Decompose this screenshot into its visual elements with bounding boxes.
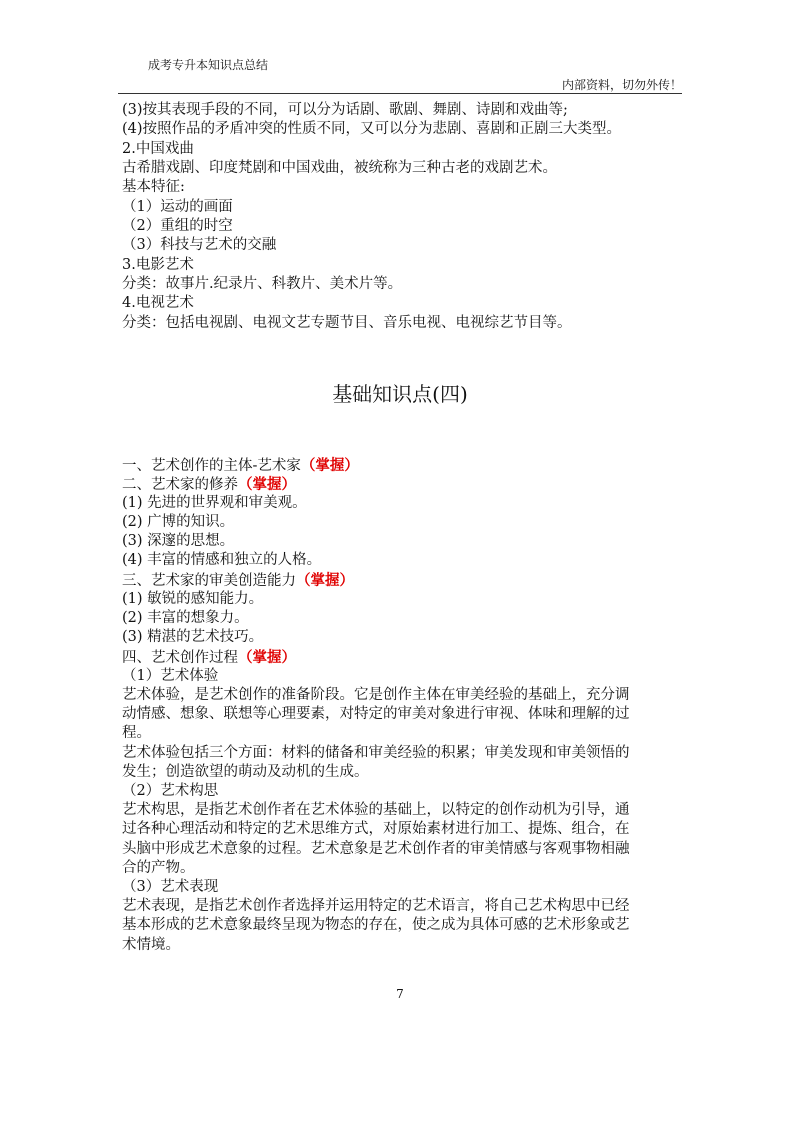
mastery-tag: （掌握） — [238, 476, 296, 493]
paragraph-line: 发生；创造欲望的萌动及动机的生成。 — [122, 764, 369, 780]
paragraph-line: 程。 — [122, 725, 151, 741]
heading-text: 四、艺术创作过程 — [122, 650, 238, 666]
heading-text: 三、艺术家的审美创造能力 — [122, 573, 296, 589]
list-item: (3) 精湛的艺术技巧。 — [122, 629, 264, 645]
subheading: （3）艺术表现 — [122, 879, 219, 895]
text-line: 4.电视艺术 — [122, 295, 194, 311]
mastery-tag: （掌握） — [300, 457, 359, 474]
mastery-tag: （掌握） — [296, 572, 354, 589]
list-item: (4) 丰富的情感和独立的人格。 — [122, 552, 322, 568]
text-line: 分类：故事片.纪录片、科教片、美术片等。 — [122, 276, 403, 292]
list-item: (1) 敏锐的感知能力。 — [122, 591, 264, 607]
paragraph-line: 艺术体验包括三个方面：材料的储备和审美经验的积累；审美发现和审美领悟的 — [122, 745, 630, 761]
text-line: 3.电影艺术 — [122, 257, 194, 273]
heading-text: 一、艺术创作的主体-艺术家 — [122, 458, 301, 474]
list-item: (1) 先进的世界观和审美观。 — [122, 495, 307, 511]
mastery-tag: （掌握） — [238, 649, 296, 666]
list-item: (2) 丰富的想象力。 — [122, 610, 249, 626]
heading-3 — [122, 571, 354, 591]
text-line: （1）运动的画面 — [122, 199, 233, 215]
subheading: （2）艺术构思 — [122, 783, 219, 799]
section-title: 基础知识点(四) — [332, 382, 468, 406]
paragraph-line: 合的产物。 — [122, 860, 195, 876]
text-line: （3）科技与艺术的交融 — [122, 237, 277, 253]
paragraph-line: 艺术构思，是指艺术创作者在艺术体验的基础上，以特定的创作动机为引导，通 — [122, 802, 630, 818]
text-line: 分类：包括电视剧、电视文艺专题节目、音乐电视、电视综艺节目等。 — [122, 315, 572, 331]
header-rule — [118, 93, 682, 94]
text-line: 古希腊戏剧、印度梵剧和中国戏曲，被统称为三种古老的戏剧艺术。 — [122, 160, 557, 176]
paragraph-line: 动情感、想象、联想等心理要素，对特定的审美对象进行审视、体味和理解的过 — [122, 706, 630, 722]
paragraph-line: 术情境。 — [122, 937, 180, 953]
paragraph-line: 过各种心理活动和特定的艺术思维方式，对原始素材进行加工、提炼、组合，在 — [122, 821, 630, 837]
text-line: (3)按其表现手段的不同，可以分为话剧、歌剧、舞剧、诗剧和戏曲等; — [122, 102, 568, 118]
text-line: （2）重组的时空 — [122, 218, 233, 234]
list-item: (3) 深邃的思想。 — [122, 533, 235, 549]
header-left-title: 成考专升本知识点总结 — [148, 58, 269, 72]
heading-text: 二、艺术家的修养 — [122, 477, 238, 493]
heading-2 — [122, 475, 296, 495]
page-number: 7 — [396, 987, 404, 1001]
heading-1 — [122, 456, 359, 476]
header-right-notice: 内部资料，切勿外传！ — [561, 78, 682, 92]
paragraph-line: 艺术体验，是艺术创作的准备阶段。它是创作主体在审美经验的基础上，充分调 — [122, 687, 630, 703]
paragraph-line: 艺术表现，是指艺术创作者选择并运用特定的艺术语言，将自己艺术构思中已经 — [122, 898, 630, 914]
text-line: 基本特征: — [122, 179, 185, 195]
subheading: （1）艺术体验 — [122, 668, 219, 684]
text-line: (4)按照作品的矛盾冲突的性质不同，又可以分为悲剧、喜剧和正剧三大类型。 — [122, 121, 622, 137]
heading-4 — [122, 648, 296, 668]
list-item: (2) 广博的知识。 — [122, 514, 235, 530]
paragraph-line: 头脑中形成艺术意象的过程。艺术意象是艺术创作者的审美情感与客观事物相融 — [122, 841, 630, 857]
paragraph-line: 基本形成的艺术意象最终呈现为物态的存在，使之成为具体可感的艺术形象或艺 — [122, 917, 630, 933]
text-line: 2.中国戏曲 — [122, 141, 194, 157]
